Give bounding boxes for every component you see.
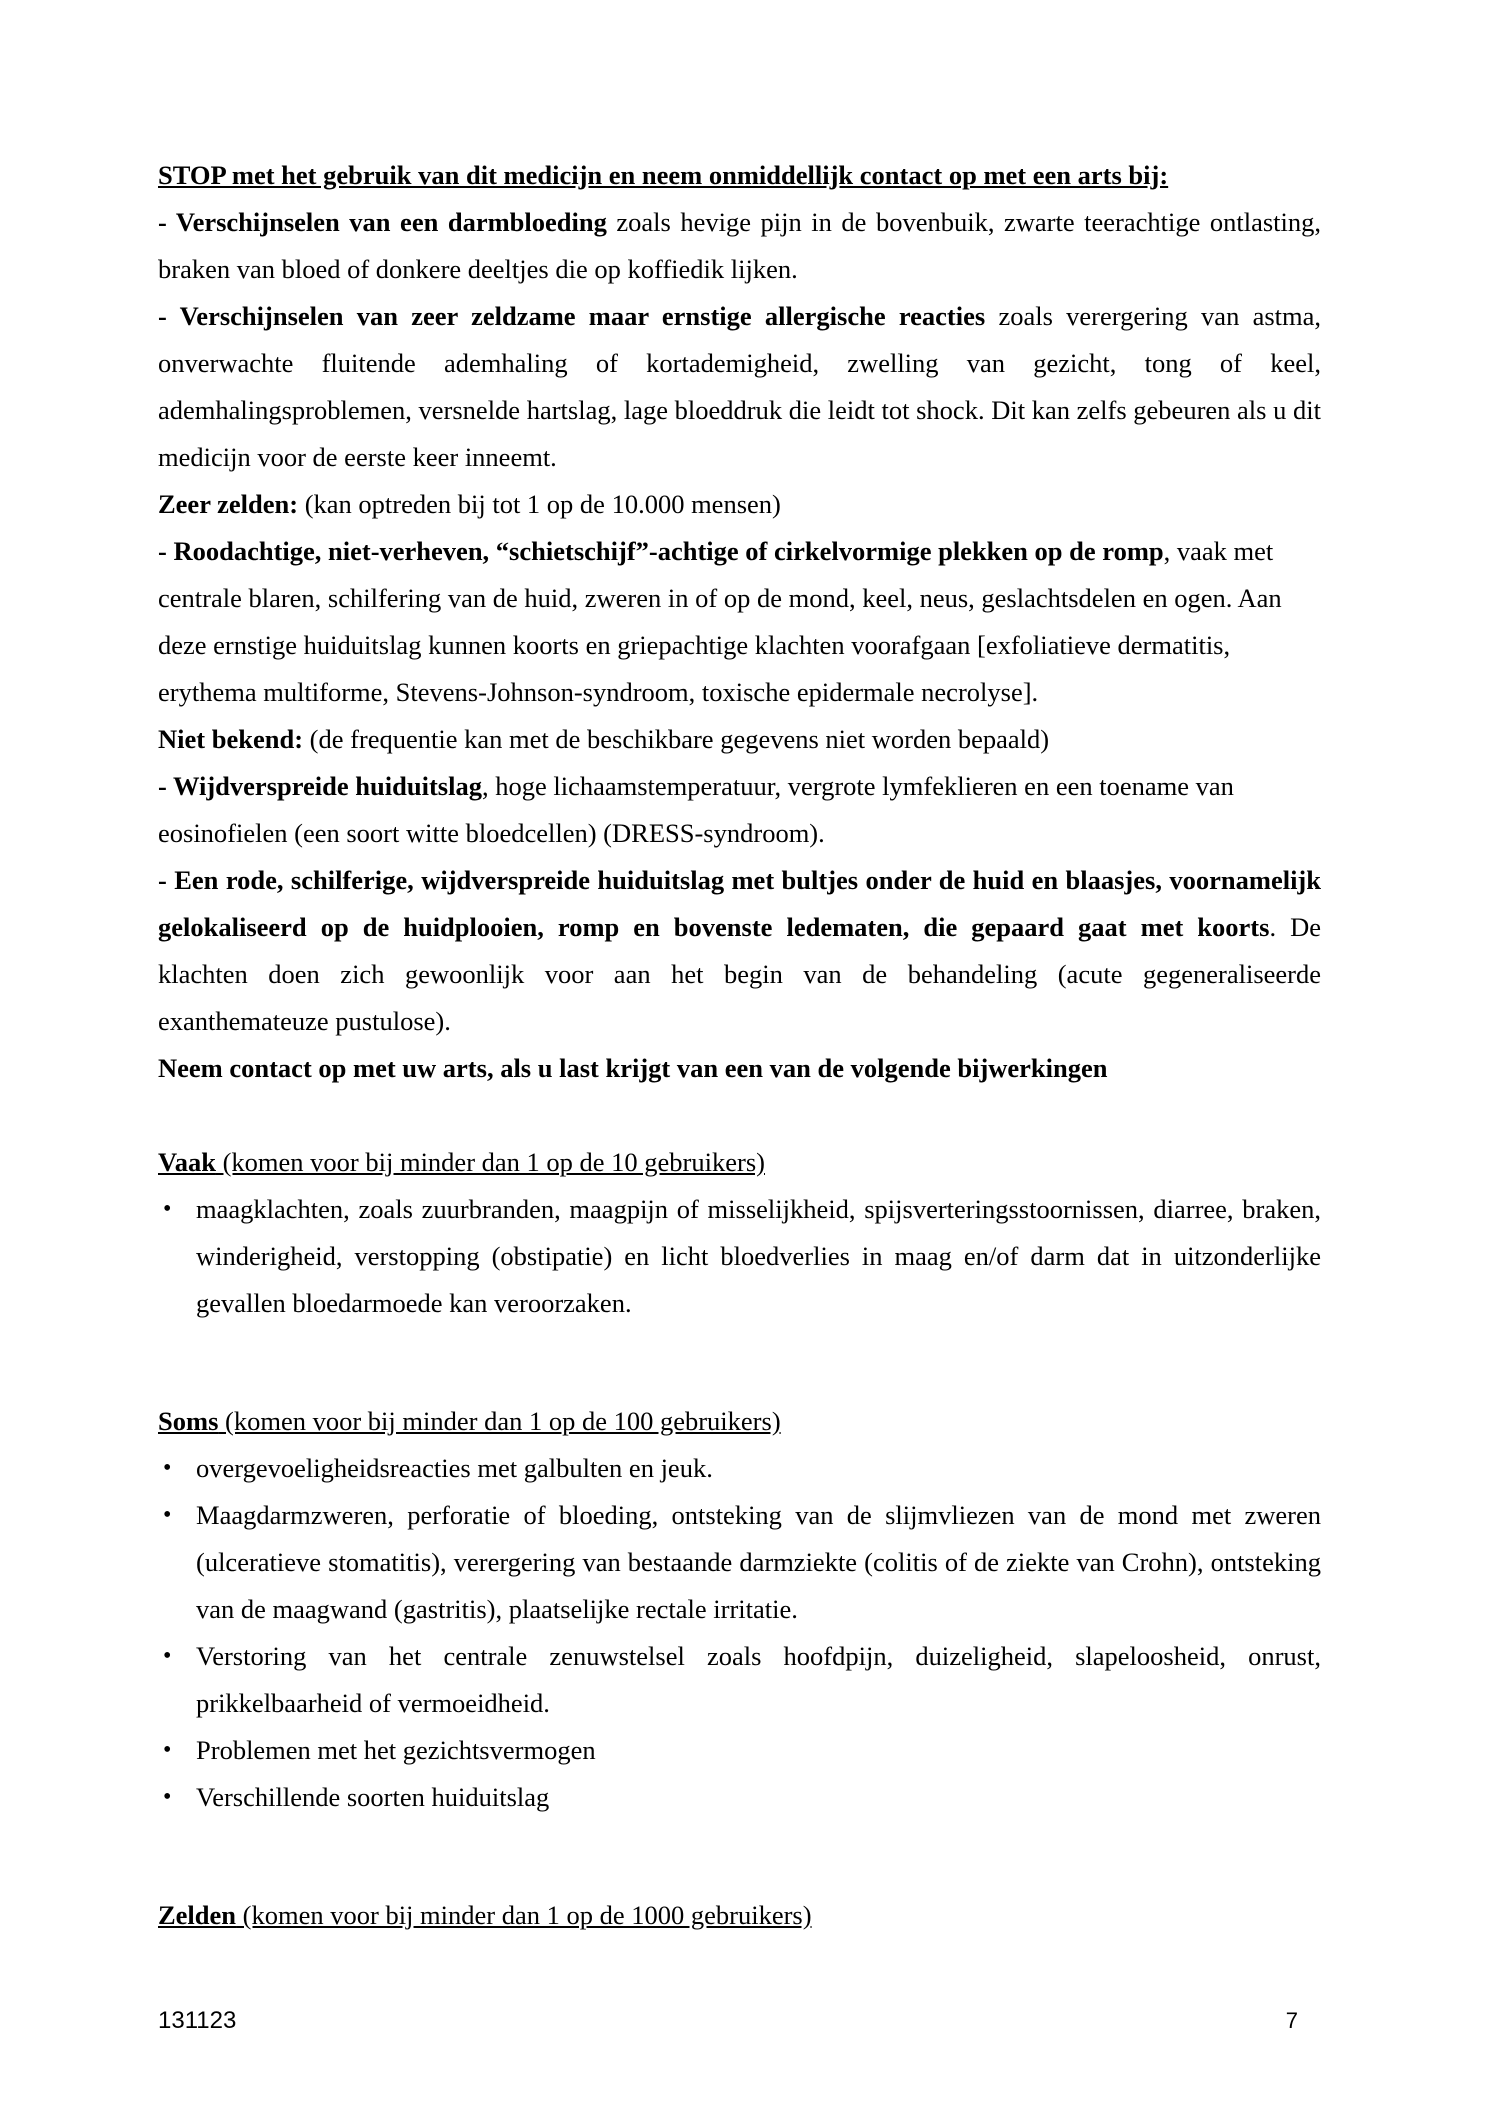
paragraph-agep — [158, 857, 1321, 1045]
darmbloeding-bold-lead: - Verschijnselen van een darmbloeding — [158, 207, 607, 237]
bullet-icon: • — [163, 1455, 172, 1481]
roodachtige-plekken-bold-lead: - Roodachtige, niet-verheven, “schietschijf”-achtige of cirkelvormige plekken op de romp — [158, 536, 1164, 566]
spacer-before-zelden — [158, 1821, 1321, 1868]
bullet-list-soms — [158, 1445, 1321, 1821]
spacer-before-soms — [158, 1327, 1321, 1374]
list-item — [158, 1186, 1321, 1327]
page-number: 7 — [1285, 2008, 1298, 2033]
zeer-zelden-frequency: (kan optreden bij tot 1 op de 10.000 mensen) — [298, 489, 781, 519]
section-heading-vaak — [158, 1139, 1321, 1186]
section-label-vaak: Vaak — [158, 1147, 216, 1177]
dress-bold-lead: - Wijdverspreide huiduitslag — [158, 771, 482, 801]
niet-bekend-label: Niet bekend: — [158, 724, 304, 754]
list-item-text: maagklachten, zoals zuurbranden, maagpijn of misselijkheid, spijsverteringsstoornissen, diarree, braken, winderigheid, verstopping (obstipatie) en licht bloedverlies in maag en/of darm dat in uitzonderlijke gevallen bloedarmoede kan veroorzaken. — [196, 1194, 1321, 1318]
bullet-icon: • — [163, 1196, 172, 1222]
paragraph-roodachtige-plekken — [158, 528, 1321, 716]
spacer-before-vaak — [158, 1092, 1321, 1139]
list-item — [158, 1727, 1321, 1774]
list-item — [158, 1774, 1321, 1821]
list-item-text: overgevoeligheidsreacties met galbulten en jeuk. — [196, 1453, 713, 1483]
allergische-reacties-bold-lead: - Verschijnselen van zeer zeldzame maar ernstige allergische reacties — [158, 301, 986, 331]
section-heading-soms — [158, 1398, 1321, 1445]
paragraph-darmbloeding — [158, 199, 1321, 293]
stop-warning-heading: STOP met het gebruik van dit medicijn en neem onmiddellijk contact op met een arts bij: — [158, 160, 1169, 190]
agep-bold-lead: - Een rode, schilferige, wijdverspreide huiduitslag met bultjes onder de huid en blaasjes, voornamelijk gelokaliseerd op de huidplooien, romp en bovenste ledematen, die gepaard gaat met koorts — [158, 865, 1321, 942]
list-item-text: Verstoring van het centrale zenuwstelsel zoals hoofdpijn, duizeligheid, slapeloosheid, onrust, prikkelbaarheid of vermoeidheid. — [196, 1641, 1321, 1718]
bullet-icon: • — [163, 1737, 172, 1763]
section-frequency-soms: (komen voor bij minder dan 1 op de 100 gebruikers) — [218, 1406, 781, 1436]
allergische-reacties-text: zoals verergering van astma, onverwachte fluitende ademhaling of kortademigheid, zwelling van gezicht, tong of keel, ademhalingsproblemen, versnelde hartslag, lage bloeddruk die leidt tot shock. Dit kan zelfs gebeuren als u dit medicijn voor de eerste keer inneemt. — [158, 301, 1322, 472]
contact-doctor-text: Neem contact op met uw arts, als u last krijgt van een van de volgende bijwerkingen — [158, 1053, 1108, 1083]
page-content — [158, 152, 1321, 1939]
paragraph-allergische-reacties — [158, 293, 1321, 481]
list-item — [158, 1633, 1321, 1727]
roodachtige-plekken-text: , vaak met centrale blaren, schilfering van de huid, zweren in of op de mond, keel, neus, geslachtsdelen en ogen. Aan deze ernstige huiduitslag kunnen koorts en griepachtige klachten voorafgaan [exfoliatieve dermatitis, erythema multiforme, Stevens-Johnson-syndroom, toxische epidermale necrolyse]. — [158, 536, 1282, 707]
paragraph-dress-syndroom — [158, 763, 1321, 857]
page-footer — [158, 2007, 1321, 2035]
bullet-icon: • — [163, 1784, 172, 1810]
section-label-zelden: Zelden — [158, 1900, 237, 1930]
bullet-icon: • — [163, 1643, 172, 1669]
agep-text: . De klachten doen zich gewoonlijk voor aan het begin van de behandeling (acute gegeneraliseerde exanthemateuze pustulose). — [158, 912, 1321, 1036]
spacer-before-soms-extra — [158, 1374, 1321, 1398]
footer-document-code: 131123 — [158, 2007, 237, 2034]
niet-bekend-frequency: (de frequentie kan met de beschikbare gegevens niet worden bepaald) — [303, 724, 1050, 754]
section-frequency-vaak: (komen voor bij minder dan 1 op de 10 gebruikers) — [215, 1147, 765, 1177]
bullet-icon: • — [163, 1502, 172, 1528]
list-item-text: Maagdarmzweren, perforatie of bloeding, ontsteking van de slijmvliezen van de mond met zweren (ulceratieve stomatitis), verergering van bestaande darmziekte (colitis of de ziekte van Crohn), ontsteking van de maagwand (gastritis), plaatselijke rectale irritatie. — [196, 1500, 1321, 1624]
list-item-text: Verschillende soorten huiduitslag — [196, 1782, 550, 1812]
contact-doctor-heading — [158, 1045, 1321, 1092]
frequency-zeer-zelden — [158, 481, 1321, 528]
frequency-niet-bekend — [158, 716, 1321, 763]
list-item — [158, 1492, 1321, 1633]
zeer-zelden-label: Zeer zelden: — [158, 489, 299, 519]
section-label-soms: Soms — [158, 1406, 219, 1436]
bullet-list-vaak — [158, 1186, 1321, 1327]
list-item — [158, 1445, 1321, 1492]
list-item-text: Problemen met het gezichtsvermogen — [196, 1735, 596, 1765]
section-heading-zelden — [158, 1892, 1321, 1939]
dress-text: , hoge lichaamstemperatuur, vergrote lymfeklieren en een toename van eosinofielen (een soort witte bloedcellen) (DRESS-syndroom). — [158, 771, 1234, 848]
spacer-before-zelden-extra — [158, 1868, 1321, 1892]
section-frequency-zelden: (komen voor bij minder dan 1 op de 1000 gebruikers) — [236, 1900, 812, 1930]
darmbloeding-text: zoals hevige pijn in de bovenbuik, zwarte teerachtige ontlasting, braken van bloed of donkere deeltjes die op koffiedik lijken. — [158, 207, 1321, 284]
